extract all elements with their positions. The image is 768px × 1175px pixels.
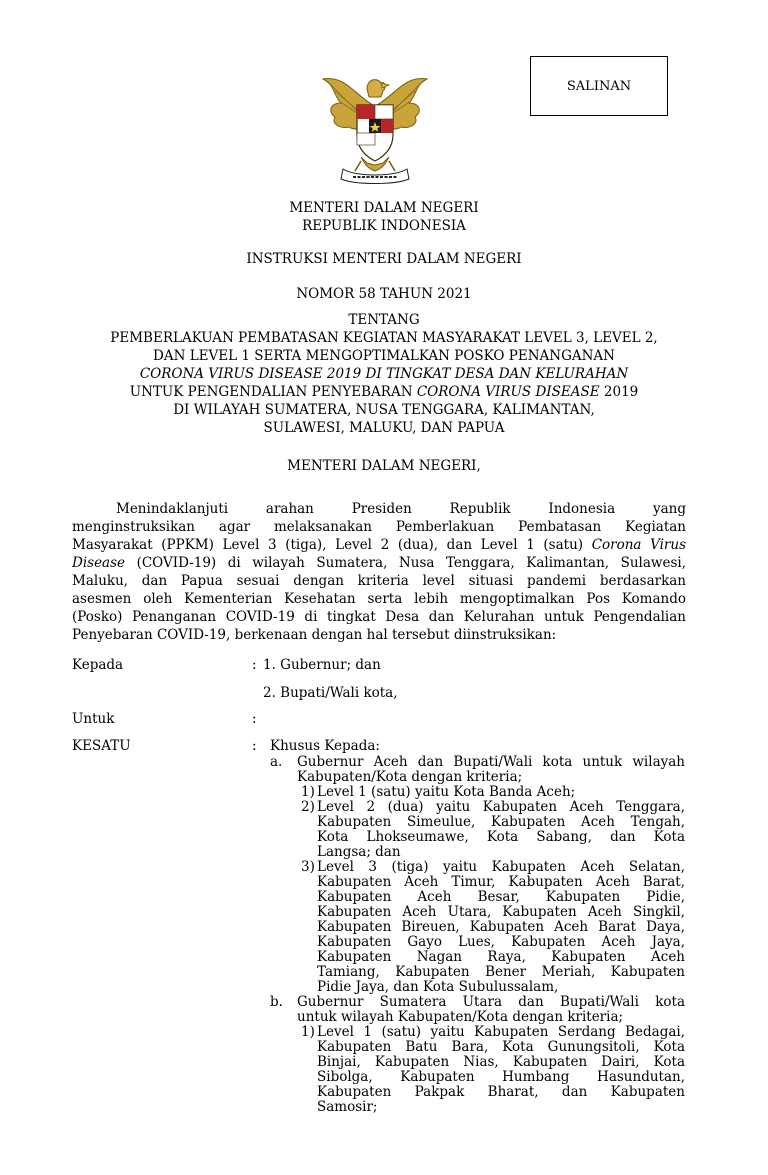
preamble-line: (Posko) Penanganan COVID-19 di tingkat Desa dan Kelurahan untuk Pengendalian — [72, 609, 686, 625]
item-a-line: Kabupaten/Kota dengan kriteria; — [297, 769, 523, 785]
item-a3-line: Kabupaten Nagan Raya, Kabupaten Aceh — [317, 949, 685, 965]
issuer-heading: MENTERI DALAM NEGERI, — [287, 458, 481, 474]
preamble-line: asesmen oleh Kementerian Kesehatan serta lebih mengoptimalkan Pos Komando — [72, 591, 686, 607]
garuda-emblem-icon — [305, 65, 445, 190]
preamble-line: Masyarakat (PPKM) Level 3 (tiga), Level 2 (dua), dan Level 1 (satu) Corona Virus — [72, 537, 687, 553]
item-a3-line: Tamiang, Kabupaten Bener Meriah, Kabupaten — [317, 964, 685, 980]
item-b1-line: Samosir; — [317, 1099, 378, 1115]
item-a1-marker: 1) — [301, 784, 315, 800]
item-a3-line: Kabupaten Aceh Utara, Kabupaten Aceh Singkil, — [317, 904, 685, 920]
tentang-heading: TENTANG — [348, 312, 420, 328]
item-a2-line: Kota Lhokseumawe, Kota Sabang, dan Kota — [317, 829, 685, 845]
item-b-line: untuk wilayah Kabupaten/Kota dengan kriteria; — [297, 1009, 624, 1025]
kepada-label: Kepada — [72, 657, 124, 673]
kesatu-label: KESATU — [72, 738, 131, 754]
salinan-stamp — [530, 56, 668, 116]
item-a3-line: Level 3 (tiga) yaitu Kabupaten Aceh Selatan, — [317, 859, 685, 875]
preamble-line: Disease (COVID-19) di wilayah Sumatera, Nusa Tenggara, Kalimantan, Sulawesi, — [72, 555, 686, 571]
item-a-line: Gubernur Aceh dan Bupati/Wali kota untuk wilayah — [297, 754, 685, 770]
minister-title: MENTERI DALAM NEGERI — [289, 200, 479, 216]
item-a3-line: Pidie Jaya, dan Kota Subulussalam, — [317, 979, 559, 995]
subject-line: SULAWESI, MALUKU, DAN PAPUA — [263, 420, 505, 436]
item-b1-line: Kabupaten Pakpak Bharat, dan Kabupaten — [317, 1084, 685, 1100]
preamble-line: Maluku, dan Papua sesuai dengan kriteria level situasi pandemi berdasarkan — [72, 573, 686, 589]
item-b-marker: b. — [270, 994, 283, 1010]
subject-line: PEMBERLAKUAN PEMBATASAN KEGIATAN MASYARAKAT LEVEL 3, LEVEL 2, — [110, 330, 658, 346]
kesatu-colon: : — [252, 738, 257, 754]
item-a-marker: a. — [270, 754, 283, 770]
kepada-item-2: 2. Bupati/Wali kota, — [263, 685, 398, 701]
untuk-label: Untuk — [72, 711, 115, 727]
item-a1-line: Level 1 (satu) yaitu Kota Banda Aceh; — [317, 784, 576, 800]
item-b-line: Gubernur Sumatera Utara dan Bupati/Wali kota — [297, 994, 685, 1010]
item-b1-marker: 1) — [301, 1024, 315, 1040]
item-b1-line: Level 1 (satu) yaitu Kabupaten Serdang Bedagai, — [317, 1024, 685, 1040]
item-a2-marker: 2) — [301, 799, 315, 815]
subject-line: DI WILAYAH SUMATERA, NUSA TENGGARA, KALIMANTAN, — [173, 402, 595, 418]
untuk-colon: : — [252, 711, 257, 727]
item-a2-line: Level 2 (dua) yaitu Kabupaten Aceh Tenggara, — [317, 799, 685, 815]
item-b1-line: Binjai, Kabupaten Nias, Kabupaten Dairi, Kota — [317, 1054, 685, 1070]
subject-line: CORONA VIRUS DISEASE 2019 DI TINGKAT DESA DAN KELURAHAN — [139, 366, 629, 382]
item-a3-line: Kabupaten Gayo Lues, Kabupaten Aceh Jaya, — [317, 934, 685, 950]
subject-line: UNTUK PENGENDALIAN PENYEBARAN CORONA VIRUS DISEASE 2019 — [129, 384, 639, 400]
item-a3-marker: 3) — [301, 859, 315, 875]
kepada-colon: : — [252, 657, 257, 673]
preamble-line: Penyebaran COVID-19, berkenaan dengan hal tersebut diinstruksikan: — [72, 627, 557, 643]
preamble-paragraph — [72, 500, 686, 644]
document-type: INSTRUKSI MENTERI DALAM NEGERI — [246, 251, 522, 267]
kepada-item-1: 1. Gubernur; dan — [263, 657, 381, 673]
document-number: NOMOR 58 TAHUN 2021 — [296, 286, 472, 302]
item-a3-line: Kabupaten Bireuen, Kabupaten Aceh Barat Daya, — [317, 919, 685, 935]
item-a2-line: Langsa; dan — [317, 844, 401, 860]
kesatu-intro: Khusus Kepada: — [270, 738, 380, 754]
item-b1-line: Sibolga, Kabupaten Humbang Hasundutan, — [317, 1069, 685, 1085]
item-a3-line: Kabupaten Aceh Timur, Kabupaten Aceh Barat, — [317, 874, 685, 890]
item-a3-line: Kabupaten Aceh Besar, Kabupaten Pidie, — [317, 889, 685, 905]
item-a2-line: Kabupaten Simeulue, Kabupaten Aceh Tengah, — [317, 814, 685, 830]
preamble-line: Menindaklanjuti arahan Presiden Republik Indonesia yang — [116, 501, 686, 517]
preamble-line: menginstruksikan agar melaksanakan Pemberlakuan Pembatasan Kegiatan — [72, 519, 686, 535]
subject-line: DAN LEVEL 1 SERTA MENGOPTIMALKAN POSKO PENANGANAN — [153, 348, 615, 364]
salinan-label: SALINAN — [566, 78, 632, 94]
item-b1-line: Kabupaten Batu Bara, Kota Gunungsitoli, Kota — [317, 1039, 685, 1055]
country-title: REPUBLIK INDONESIA — [302, 218, 466, 234]
